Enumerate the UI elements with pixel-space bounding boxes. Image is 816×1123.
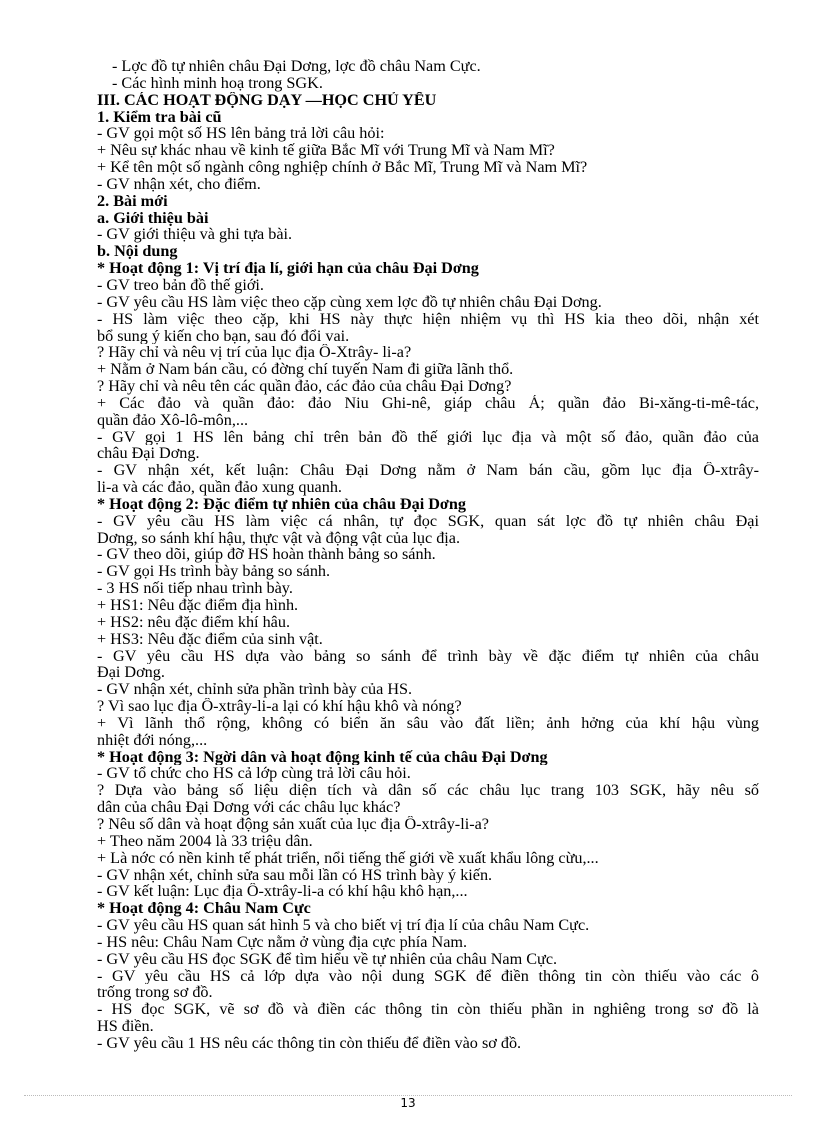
text-line: - GV nhận xét, chỉnh sửa phần trình bày của HS. [97,681,413,699]
text-line: + HS1: Nêu đặc điểm địa hình. [97,597,299,614]
text-line: - GV nhận xét, kết luận: Châu Đại Dơng nằm ở Nam bán cầu, gồm lục địa Ô-xtrây- [97,462,759,480]
heading-line: a. Giới thiệu bài [97,209,209,227]
heading-line: * Hoạt động 3: Ngời dân và hoạt động kinh tế của châu Đại Dơng [97,748,548,766]
heading-line: * Hoạt động 4: Châu Nam Cực [97,900,311,918]
text-line: - GV tổ chức cho HS cả lớp cùng trả lời câu hỏi. [97,765,411,783]
text-line: - GV yêu cầu HS dựa vào bảng so sánh để trình bày về đặc điểm tự nhiên của châu [97,647,759,665]
page-number: 13 [400,1096,416,1110]
text-line: quần đảo Xô-lô-môn,... [97,411,249,429]
heading-line: 1. Kiểm tra bài cũ [97,108,222,126]
text-line: + Các đảo và quần đảo: đảo Niu Ghi-nê, giáp châu Á; quần đảo Bi-xăng-ti-mê-tác, [97,394,759,412]
text-line: + HS3: Nêu đặc điểm của sinh vật. [97,630,323,648]
heading-line: * Hoạt động 1: Vị trí địa lí, giới hạn của châu Đại Dơng [97,260,479,277]
text-line: - GV yêu cầu HS quan sát hình 5 và cho biết vị trí địa lí của châu Nam Cực. [97,917,590,934]
text-line: ? Hãy chỉ và nêu tên các quần đảo, các đảo của châu Đại Dơng? [97,378,512,395]
text-line: - GV treo bản đồ thế giới. [97,276,264,294]
text-line: châu Đại Dơng. [97,445,200,463]
text-line: - HS làm việc theo cặp, khi HS này thực hiện nhiệm vụ thì HS kia theo dõi, nhận xét [97,310,759,328]
text-line: + Là nớc có nền kinh tế phát triển, nổi tiếng thế giới về xuất khẩu lông cừu,... [97,849,599,867]
text-line: Dơng, so sánh khí hậu, thực vật và động vật của lục địa. [97,529,461,547]
heading-line: b. Nội dung [97,243,178,261]
text-line: - Các hình minh hoạ trong SGK. [112,74,323,92]
text-line: + Nằm ở Nam bán cầu, có đờng chí tuyến Nam đi giữa lãnh thổ. [97,361,514,379]
text-line: - 3 HS nối tiếp nhau trình bày. [97,580,293,597]
text-line: - GV yêu cầu HS đọc SGK để tìm hiểu về tự nhiên của châu Nam Cực. [97,950,558,968]
text-line: nhiệt đới nóng,... [97,731,208,749]
text-line: + Vì lãnh thổ rộng, không có biển ăn sâu vào đất liền; ảnh hởng của khí hậu vùng [97,714,759,732]
text-line: - GV kết luận: Lục địa Ô-xtrây-li-a có khí hậu khô hạn,... [97,883,468,901]
text-line: - GV yêu cầu HS làm việc theo cặp cùng xem lợc đồ tự nhiên châu Đại Dơng. [97,293,602,311]
text-line: - HS nêu: Châu Nam Cực nằm ở vùng địa cực phía Nam. [97,933,468,951]
text-line: ? Vì sao lục địa Ô-xtrây-li-a lại có khí hậu khô và nóng? [97,698,462,715]
text-line: - HS đọc SGK, vẽ sơ đồ và điền các thông tin còn thiếu phần in nghiêng trong sơ đồ là [97,1001,759,1019]
text-line: - GV gọi Hs trình bày bảng so sánh. [97,563,331,581]
text-line: - GV gọi 1 HS lên bảng chỉ trên bản đồ thế giới lục địa và một số đảo, quần đảo của [97,428,759,446]
heading-line: 2. Bài mới [97,192,168,210]
text-line: ? Hãy chỉ và nêu vị trí của lục địa Ô-Xtrây- li-a? [97,344,412,362]
text-line: - GV gọi một số HS lên bảng trả lời câu hỏi: [97,125,385,143]
text-line: - GV theo dõi, giúp đỡ HS hoàn thành bảng so sánh. [97,546,436,564]
text-line: + Theo năm 2004 là 33 triệu dân. [97,832,313,850]
text-line: li-a và các đảo, quần đảo xung quanh. [97,479,342,496]
heading-line: III. CÁC HOẠT ĐỘNG DẠY —HỌC CHỦ YẾU [97,91,437,109]
text-line: HS điền. [97,1018,154,1035]
text-line: trống trong sơ đồ. [97,984,213,1002]
text-line: ? Dựa vào bảng số liệu diện tích và dân số các châu lục trang 103 SGK, hãy nêu số [97,782,759,800]
text-line: - GV yêu cầu HS làm việc cá nhân, tự đọc SGK, quan sát lợc đồ tự nhiên châu Đại [97,512,759,530]
text-line: bổ sung ý kiến cho bạn, sau đó đổi vai. [97,327,350,345]
document-body [97,58,759,1052]
text-line: - GV giới thiệu và ghi tựa bài. [97,226,293,244]
text-line: ? Nêu số dân và hoạt động sản xuất của lục địa Ô-xtrây-li-a? [97,815,489,833]
heading-line: * Hoạt động 2: Đặc điểm tự nhiên của châu Đại Dơng [97,495,466,513]
text-line: - GV yêu cầu HS cả lớp dựa vào nội dung SGK để điền thông tin còn thiếu vào các ô [97,967,759,985]
text-line: - Lợc đồ tự nhiên châu Đại Dơng, lợc đồ châu Nam Cực. [112,58,481,75]
text-line: + Nêu sự khác nhau về kinh tế giữa Bắc Mĩ với Trung Mĩ và Nam Mĩ? [97,142,555,160]
text-line: + Kể tên một số ngành công nghiệp chính ở Bắc Mĩ, Trung Mĩ và Nam Mĩ? [97,159,588,176]
text-line: + HS2: nêu đặc điểm khí hâu. [97,613,291,631]
text-line: - GV nhận xét, cho điểm. [97,175,261,193]
text-line: - GV nhận xét, chỉnh sửa sau mỗi lần có HS trình bày ý kiến. [97,866,493,884]
text-line: Đại Dơng. [97,664,165,682]
text-line: - GV yêu cầu 1 HS nêu các thông tin còn thiếu để điền vào sơ đồ. [97,1034,522,1052]
text-line: dân của châu Đại Dơng với các châu lục khác? [97,799,401,816]
